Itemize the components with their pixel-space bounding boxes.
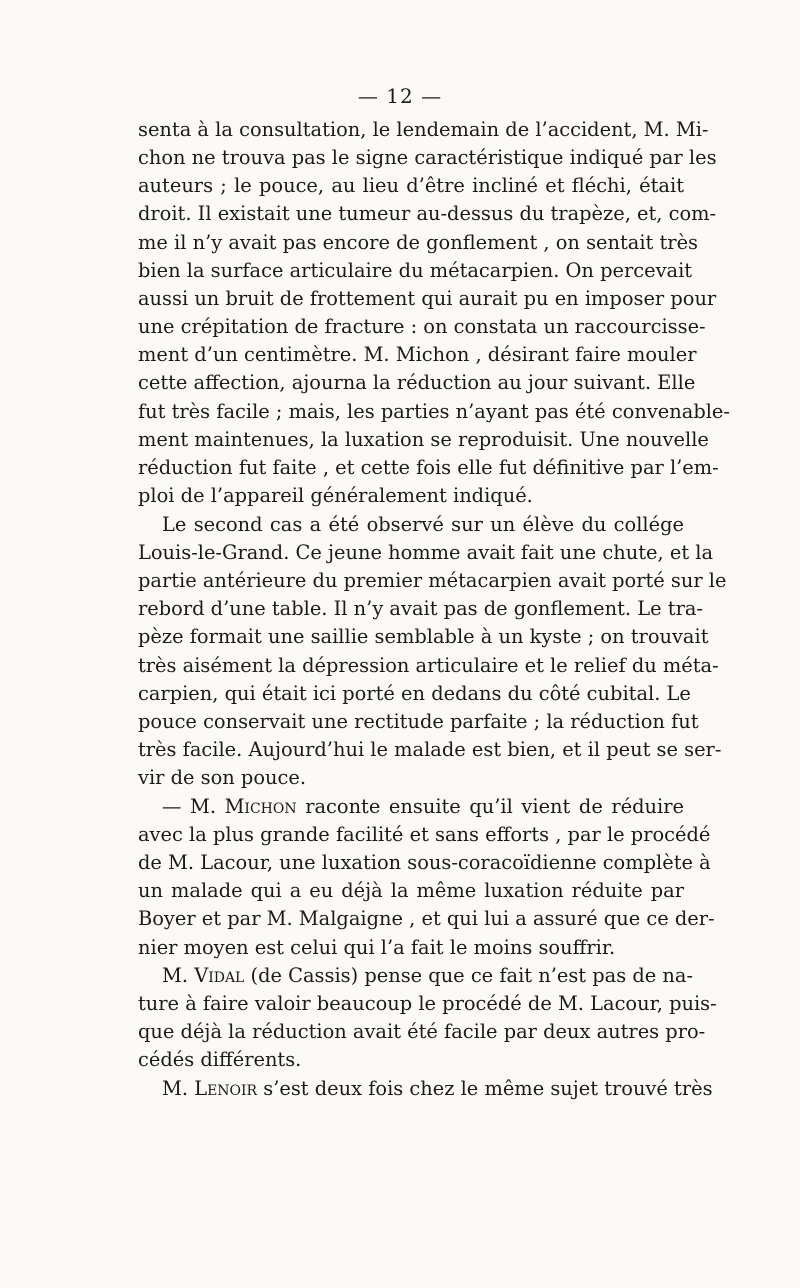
line-rest: (de Cassis) pense que ce fait n’est pas de na- [244, 964, 693, 987]
speaker-name: Vidal [194, 964, 245, 987]
text-line: ture à faire valoir beaucoup le procédé de M. Lacour, puis- [138, 992, 717, 1015]
line-prefix: M. [162, 964, 195, 987]
text-line: très aisément la dépression articulaire et le relief du méta- [138, 654, 719, 677]
text-line: auteurs ; le pouce, au lieu d’être incliné et fléchi, était [138, 174, 684, 197]
text-line: carpien, qui était ici porté en dedans du côté cubital. Le [138, 682, 691, 705]
text-line: cédés différents. [138, 1048, 302, 1071]
text-line: fut très facile ; mais, les parties n’ayant pas été convenable- [138, 400, 730, 423]
speaker-name: Lenoir [194, 1077, 258, 1100]
text-line: senta à la consultation, le lendemain de l’accident, M. Mi- [138, 118, 709, 141]
text-line: nier moyen est celui qui l’a fait le moins souffrir. [138, 936, 616, 959]
text-line: très facile. Aujourd’hui le malade est bien, et il peut se ser- [138, 738, 722, 761]
text-line: cette affection, ajourna la réduction au jour suivant. Elle [138, 371, 696, 394]
text-line: avec la plus grande facilité et sans efforts , par le procédé [138, 823, 711, 846]
text-line [162, 962, 693, 990]
text-line: vir de son pouce. [138, 766, 306, 789]
text-line: pouce conservait une rectitude parfaite ; la réduction fut [138, 710, 699, 733]
text-line: ment d’un centimètre. M. Michon , désirant faire mouler [138, 343, 697, 366]
line-rest: s’est deux fois chez le même sujet trouvé très [257, 1077, 713, 1100]
text-line: Louis-le-Grand. Ce jeune homme avait fait une chute, et la [138, 541, 714, 564]
text-line [162, 793, 684, 821]
text-line: Boyer et par M. Malgaigne , et qui lui a assuré que ce der- [138, 907, 715, 930]
text-line: pèze formait une saillie semblable à un kyste ; on trouvait [138, 625, 709, 648]
text-line: Le second cas a été observé sur un élève du collége [162, 513, 684, 536]
text-line: bien la surface articulaire du métacarpien. On percevait [138, 259, 693, 282]
text-line: réduction fut faite , et cette fois elle fut définitive par l’em- [138, 456, 719, 479]
text-line: un malade qui a eu déjà la même luxation réduite par [138, 879, 684, 902]
line-prefix: — M. [162, 795, 225, 818]
text-line: droit. Il existait une tumeur au-dessus du trapèze, et, com- [138, 202, 717, 225]
text-line: que déjà la réduction avait été facile par deux autres pro- [138, 1020, 706, 1043]
text-line: chon ne trouva pas le signe caractéristique indiqué par les [138, 146, 717, 169]
line-prefix: M. [162, 1077, 195, 1100]
text-line: de M. Lacour, une luxation sous-coracoïdienne complète à [138, 851, 711, 874]
text-line: une crépitation de fracture : on constata un raccourcisse- [138, 315, 706, 338]
text-line [162, 1075, 713, 1103]
line-rest: raconte ensuite qu’il vient de réduire [296, 795, 684, 818]
text-line: rebord d’une table. Il n’y avait pas de gonflement. Le tra- [138, 597, 703, 620]
text-line: ploi de l’appareil généralement indiqué. [138, 484, 533, 507]
page-number: — 12 — [357, 84, 443, 108]
speaker-name: Michon [224, 795, 297, 818]
text-line: partie antérieure du premier métacarpien avait porté sur le [138, 569, 727, 592]
text-line: aussi un bruit de frottement qui aurait pu en imposer pour [138, 287, 717, 310]
text-line: ment maintenues, la luxation se reproduisit. Une nouvelle [138, 428, 709, 451]
text-line: me il n’y avait pas encore de gonflement , on sentait très [138, 231, 698, 254]
